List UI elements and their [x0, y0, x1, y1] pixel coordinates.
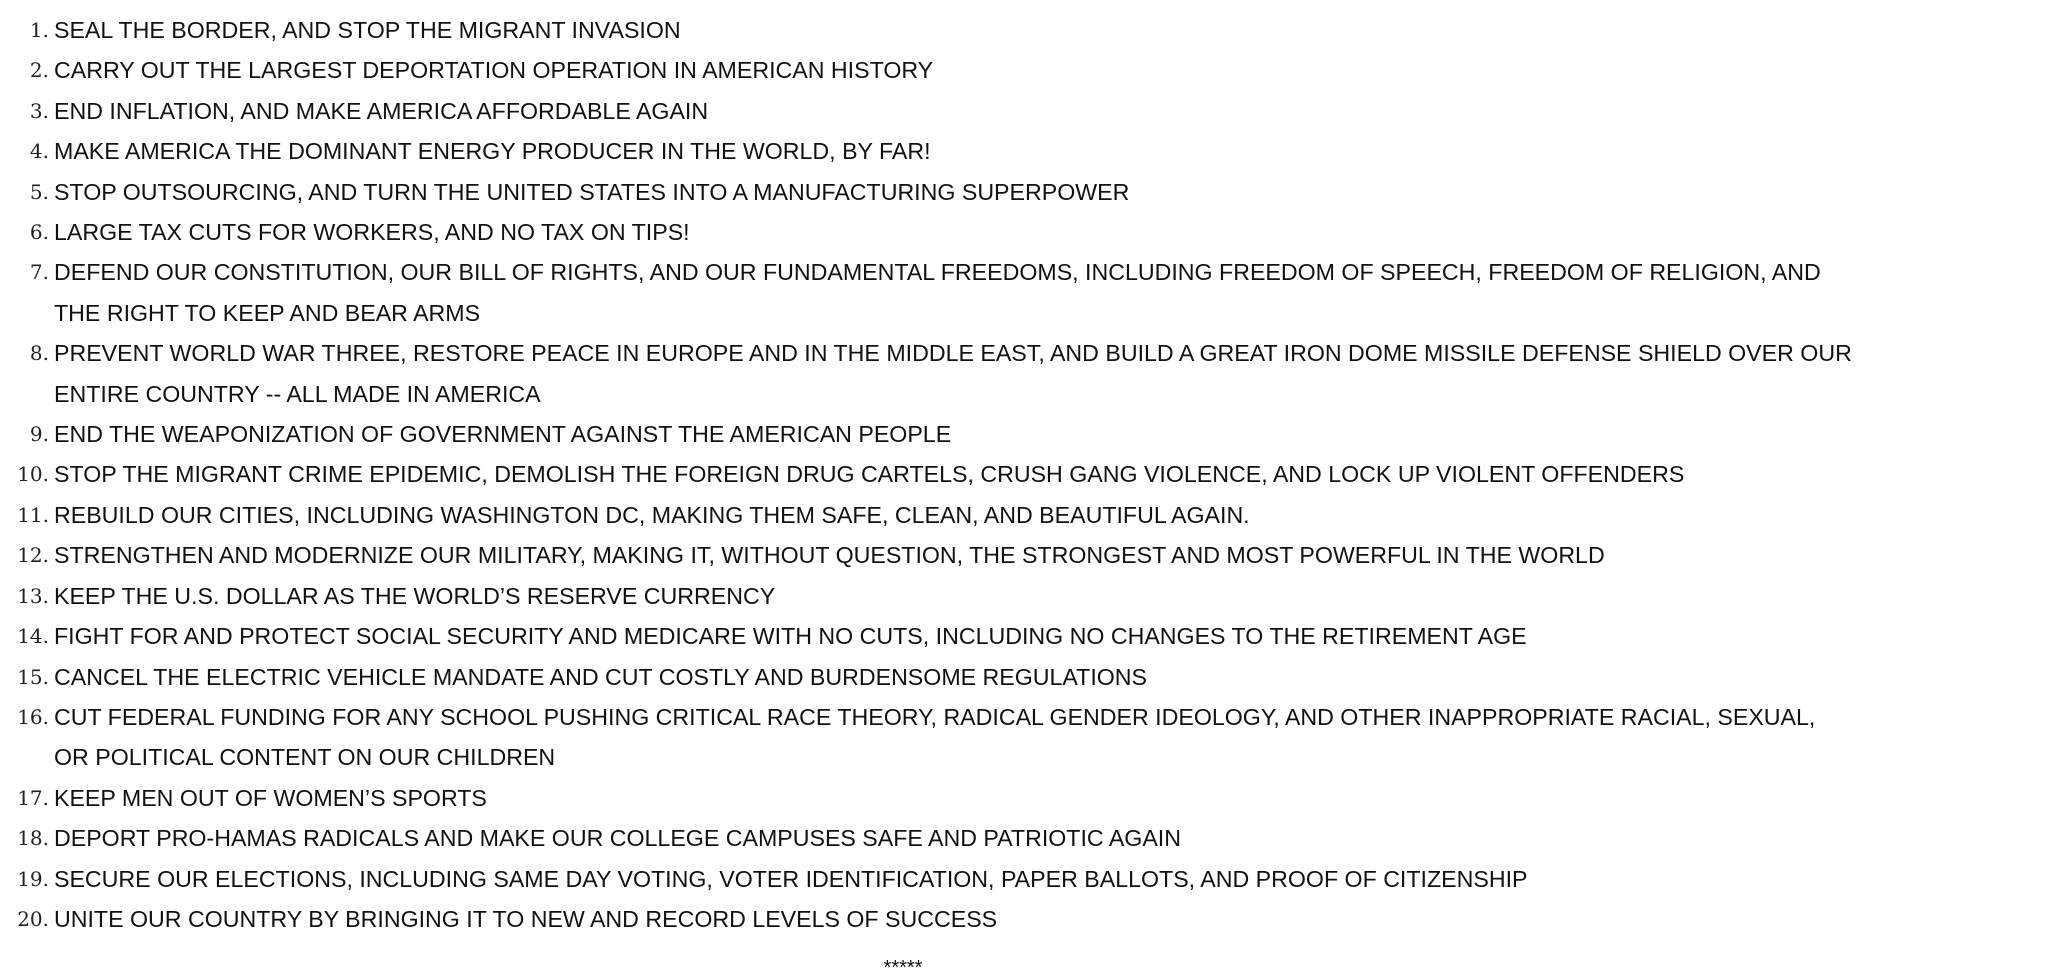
list-item-text: END INFLATION, AND MAKE AMERICA AFFORDABLE AGAIN: [54, 97, 709, 124]
list-item-text: DEPORT PRO-HAMAS RADICALS AND MAKE OUR COLLEGE CAMPUSES SAFE AND PATRIOTIC AGAIN: [54, 825, 1181, 852]
list-item-number: 20.: [17, 906, 49, 931]
list-item: [0, 495, 2048, 535]
list-item-number: 3.: [29, 98, 49, 123]
list-item-number: 5.: [29, 179, 49, 204]
list-item: [0, 172, 2048, 212]
list-item-number: 13.: [17, 583, 49, 608]
list-item-number: 8.: [29, 341, 49, 366]
list-item-number: 2.: [29, 58, 49, 83]
list-item: [0, 333, 2048, 414]
list-item: [0, 899, 2048, 939]
list-item-text: KEEP THE U.S. DOLLAR AS THE WORLD’S RESERVE CURRENCY: [54, 582, 776, 609]
list-item-text: LARGE TAX CUTS FOR WORKERS, AND NO TAX ON TIPS!: [54, 219, 690, 246]
list-item: [0, 131, 2048, 171]
list-item-text: UNITE OUR COUNTRY BY BRINGING IT TO NEW AND RECORD LEVELS OF SUCCESS: [54, 905, 998, 932]
list-item-text: FIGHT FOR AND PROTECT SOCIAL SECURITY AND MEDICARE WITH NO CUTS, INCLUDING NO CHANGES TO THE RETIREMENT AGE: [54, 623, 1527, 650]
list-item-text: DEFEND OUR CONSTITUTION, OUR BILL OF RIGHTS, AND OUR FUNDAMENTAL FREEDOMS, INCLUDING FREEDOM OF SPEECH, FREEDOM OF RELIGION, AND THE RIGHT TO KEEP AND BEAR ARMS: [54, 259, 1821, 326]
list-item: [0, 859, 2048, 899]
list-item-text: PREVENT WORLD WAR THREE, RESTORE PEACE IN EUROPE AND IN THE MIDDLE EAST, AND BUILD A GREAT IRON DOME MISSILE DEFENSE SHIELD OVER OUR ENTIRE COUNTRY -- ALL MADE IN AMERICA: [54, 340, 1852, 407]
list-item: [0, 252, 2048, 333]
list-item: [0, 212, 2048, 252]
list-item-text: STOP THE MIGRANT CRIME EPIDEMIC, DEMOLISH THE FOREIGN DRUG CARTELS, CRUSH GANG VIOLENCE, AND LOCK UP VIOLENT OFFENDERS: [54, 461, 1685, 488]
list-item: [0, 454, 2048, 494]
list-item-number: 10.: [17, 462, 49, 487]
list-item: [0, 414, 2048, 454]
list-item-number: 17.: [17, 785, 49, 810]
list-item-text: CANCEL THE ELECTRIC VEHICLE MANDATE AND CUT COSTLY AND BURDENSOME REGULATIONS: [54, 663, 1148, 690]
list-item-text: SEAL THE BORDER, AND STOP THE MIGRANT INVASION: [54, 17, 681, 43]
list-item: [0, 657, 2048, 697]
section-separator: *****: [883, 957, 923, 979]
list-item-number: 11.: [17, 502, 49, 527]
list-item-text: MAKE AMERICA THE DOMINANT ENERGY PRODUCER IN THE WORLD, BY FAR!: [54, 138, 931, 165]
numbered-list: [0, 10, 2048, 939]
list-item-number: 12.: [17, 543, 49, 568]
list-item-text: STRENGTHEN AND MODERNIZE OUR MILITARY, MAKING IT, WITHOUT QUESTION, THE STRONGEST AND MOST POWERFUL IN THE WORLD: [54, 542, 1605, 569]
list-item-number: 15.: [17, 664, 49, 689]
list-item-number: 18.: [17, 826, 49, 851]
list-item: [0, 50, 2048, 90]
list-item: [0, 697, 2048, 778]
list-item: [0, 778, 2048, 818]
list-item-number: 19.: [17, 866, 49, 891]
document-body: [0, 10, 2048, 939]
list-item: [0, 91, 2048, 131]
list-item-text: CARRY OUT THE LARGEST DEPORTATION OPERATION IN AMERICAN HISTORY: [54, 57, 934, 84]
list-item-text: REBUILD OUR CITIES, INCLUDING WASHINGTON DC, MAKING THEM SAFE, CLEAN, AND BEAUTIFUL AGAIN.: [54, 501, 1250, 528]
list-item-number: 16.: [17, 704, 49, 729]
list-item: [0, 616, 2048, 656]
list-item-text: SECURE OUR ELECTIONS, INCLUDING SAME DAY VOTING, VOTER IDENTIFICATION, PAPER BALLOTS, AND PROOF OF CITIZENSHIP: [54, 865, 1528, 892]
list-item-number: 4.: [29, 139, 49, 164]
list-item: [0, 818, 2048, 858]
list-item: [0, 576, 2048, 616]
list-item-text: STOP OUTSOURCING, AND TURN THE UNITED STATES INTO A MANUFACTURING SUPERPOWER: [54, 178, 1130, 205]
list-item-text: END THE WEAPONIZATION OF GOVERNMENT AGAINST THE AMERICAN PEOPLE: [54, 421, 952, 448]
list-item-number: 6.: [29, 220, 49, 245]
list-item: [0, 535, 2048, 575]
list-item: [0, 10, 2048, 50]
list-item-number: 1.: [29, 18, 49, 42]
list-item-number: 7.: [29, 260, 49, 285]
list-item-number: 9.: [29, 422, 49, 447]
list-item-text: KEEP MEN OUT OF WOMEN’S SPORTS: [54, 784, 487, 811]
list-item-number: 14.: [17, 624, 49, 649]
list-item-text: CUT FEDERAL FUNDING FOR ANY SCHOOL PUSHING CRITICAL RACE THEORY, RADICAL GENDER IDEOLOGY, AND OTHER INAPPROPRIATE RACIAL, SEXUAL, OR POLITICAL CONTENT ON OUR CHILDREN: [54, 703, 1816, 771]
